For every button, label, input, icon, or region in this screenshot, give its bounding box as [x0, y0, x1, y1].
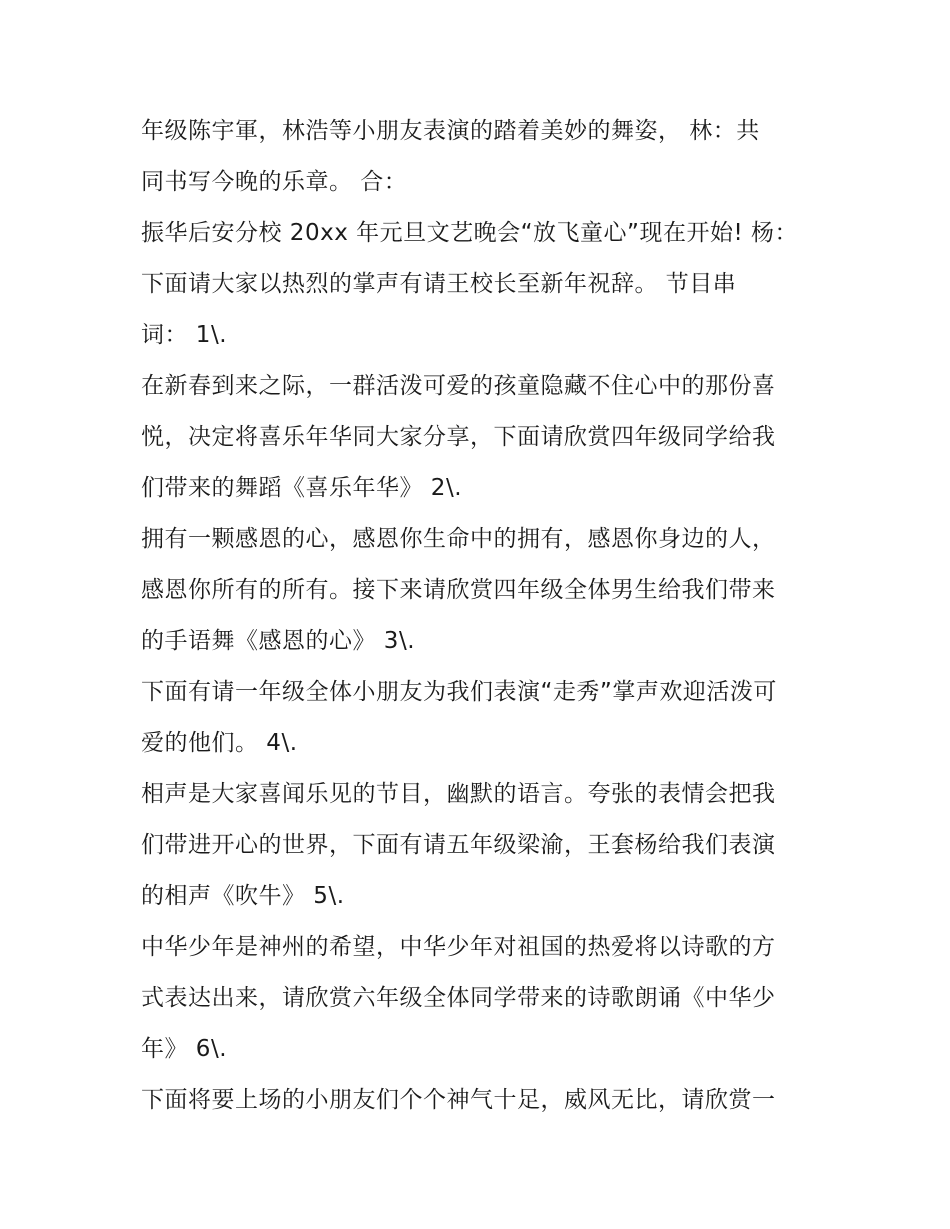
text-line: 年级陈宇軍，林浩等小朋友表演的踏着美妙的舞姿， 林：共 — [141, 118, 760, 144]
text-line: 感恩你所有的所有。接下来请欣赏四年级全体男生给我们带来 — [141, 577, 776, 603]
text-line: 同书写今晚的乐章。 合： — [141, 169, 408, 195]
text-line: 爱的他们。 4\. — [141, 730, 298, 756]
text-line: 中华少年是神州的希望，中华少年对祖国的热爱将以诗歌的方 — [141, 934, 776, 960]
text-line: 悦，决定将喜乐年华同大家分享，下面请欣赏四年级同学给我 — [141, 424, 776, 450]
text-line: 词： 1\. — [141, 322, 228, 348]
text-line: 下面请大家以热烈的掌声有请王校长至新年祝辞。 节目串 — [141, 271, 737, 297]
text-line: 式表达出来，请欣赏六年级全体同学带来的诗歌朗诵《中华少 — [141, 985, 776, 1011]
text-line: 们带进开心的世界，下面有请五年级梁渝，王套杨给我们表演 — [141, 832, 776, 858]
text-line: 的相声《吹牛》 5\. — [141, 883, 345, 909]
document-body — [141, 106, 821, 1126]
text-line: 们带来的舞蹈《喜乐年华》 2\. — [141, 475, 463, 501]
text-line: 振华后安分校 20xx 年元旦文艺晚会“放飞童心”现在开始! 杨： — [141, 220, 798, 246]
text-line: 的手语舞《感恩的心》 3\. — [141, 628, 416, 654]
text-line: 下面将要上场的小朋友们个个神气十足，威风无比，请欣赏一 — [141, 1087, 776, 1113]
text-line: 下面有请一年级全体小朋友为我们表演“走秀”掌声欢迎活泼可 — [141, 679, 777, 705]
text-line: 拥有一颗感恩的心，感恩你生命中的拥有，感恩你身边的人， — [141, 526, 776, 552]
text-line: 相声是大家喜闻乐见的节目，幽默的语言。夸张的表情会把我 — [141, 781, 776, 807]
text-line: 在新春到来之际，一群活泼可爱的孩童隐藏不住心中的那份喜 — [141, 373, 776, 399]
text-line: 年》 6\. — [141, 1036, 228, 1062]
